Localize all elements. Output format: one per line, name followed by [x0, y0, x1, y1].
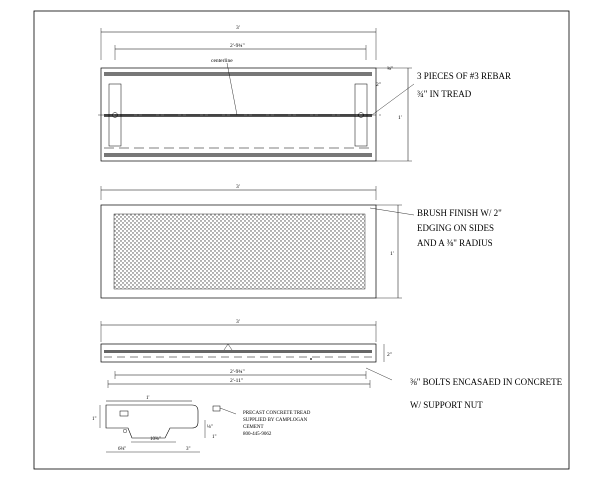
plan-rebar-top [104, 72, 372, 76]
top-view [101, 184, 502, 298]
front-rebar-line [104, 350, 372, 353]
plan-rebar-note-line1: 3 PIECES OF #3 REBAR [417, 71, 512, 81]
section-dim-bottom-left: 6⅜" [118, 447, 127, 452]
section-profile [106, 405, 198, 438]
section-supplier-line3: CEMENT [243, 425, 264, 430]
section-supplier-line2: SUPPLIED BY CAMPLOGAN [243, 418, 308, 423]
plan-centerline-label: centerline [211, 58, 233, 64]
top-finish-note-line3: AND A ⅜" RADIUS [417, 238, 493, 248]
section-dim-mid: 10⅝" [150, 437, 161, 442]
section-dim-bottom-right: 3" [186, 447, 191, 452]
front-dim-overall: 3' [236, 319, 240, 325]
section-dim-far-left: 1" [92, 417, 97, 422]
top-finish-note-line1: BRUSH FINISH W/ 2" [417, 208, 502, 218]
section-dim-right-a: ⅛" [207, 425, 213, 430]
plan-dim-depth: 1' [398, 115, 402, 121]
plan-dim-inner: 2'-9¾" [230, 43, 245, 49]
section-supplier-line1: PRECAST CONCRETE TREAD [243, 411, 311, 416]
front-view [101, 319, 563, 410]
front-bolt-note-line2: W/ SUPPORT NUT [410, 400, 483, 410]
top-dim-depth: 1' [390, 251, 394, 257]
plan-rebar-bottom [104, 153, 372, 157]
top-brush-finish-area [114, 214, 365, 289]
plan-dim-overall: 3' [236, 25, 240, 31]
plan-view [98, 25, 511, 161]
section-detail [92, 396, 311, 452]
section-dim-top: 1' [146, 396, 150, 401]
front-dim-inner2: 2'-11" [230, 378, 244, 384]
top-finish-note-line2: EDGING ON SIDES [417, 223, 494, 233]
section-supplier-line4: 800-445-9062 [243, 432, 272, 437]
plan-rebar-note-line2: ¾" IN TREAD [417, 89, 472, 99]
front-dim-thickness: 2" [387, 352, 392, 358]
plan-dim-side-mid: 2" [376, 82, 381, 88]
plan-rebar-middle [104, 114, 372, 117]
section-dim-right-b: 1" [212, 435, 217, 440]
front-dim-inner1: 2'-9¾" [230, 369, 245, 375]
front-bolt-note-line1: ⅜" BOLTS ENCASAED IN CONCRETE [410, 377, 563, 387]
plan-dim-side-top: ⅝" [387, 66, 394, 72]
top-dim-overall: 3' [236, 184, 240, 190]
